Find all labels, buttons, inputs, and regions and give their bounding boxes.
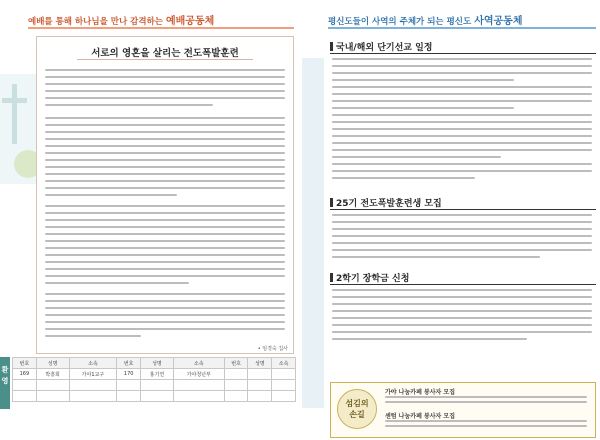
right-header-title: 사역공동체 (474, 16, 523, 27)
right-header-lead: 평신도들이 사역의 주체가 되는 평신도 (328, 17, 472, 27)
welcome-table (12, 357, 296, 402)
scholarship-body (332, 289, 592, 345)
welcome-cell: 169 (13, 369, 37, 380)
evangelism-section-title: 25기 전도폭발훈련생 모집 (330, 196, 442, 209)
welcome-cell: 홍기연 (141, 369, 174, 380)
welcome-cell: 가야1교구 (69, 369, 117, 380)
table-row (13, 391, 296, 402)
ministry-column (302, 0, 600, 440)
left-header (28, 12, 214, 27)
evangelism-body (332, 214, 592, 263)
gaya-cafe-title: 가야 나눔카페 봉사자 모집 (385, 389, 456, 396)
left-header-lead: 예배를 통해 하나님을 만나 감격하는 (28, 17, 164, 27)
welcome-cell: 박흥희 (36, 369, 69, 380)
mission-section-rule (330, 53, 596, 54)
welcome-cell (248, 369, 272, 380)
welcome-header-cell: 성명 (36, 358, 69, 369)
welcome-header-row (13, 358, 296, 369)
welcome-header-cell: 성명 (141, 358, 174, 369)
welcome-header-cell: 번호 (224, 358, 248, 369)
welcome-cell: 가야청년부 (173, 369, 224, 380)
table-row (13, 369, 296, 380)
welcome-header-cell: 번호 (117, 358, 141, 369)
sermon-box (36, 36, 294, 354)
welcome-cell (224, 369, 248, 380)
sermon-paragraph (45, 69, 285, 111)
table-row (13, 380, 296, 391)
welcome-header-cell: 성명 (248, 358, 272, 369)
gaya-cafe-details (385, 396, 587, 406)
centum-cafe-title: 센텀 나눔카페 봉사자 모집 (385, 413, 456, 420)
volunteer-promo (330, 382, 596, 438)
sermon-title-rule (77, 59, 253, 60)
welcome-label: 환영 (0, 357, 10, 409)
sermon-paragraph (45, 117, 285, 201)
mission-schedule-body (332, 58, 592, 184)
scholarship-section-rule (330, 284, 596, 285)
scholarship-section-title: 2학기 장학금 신청 (330, 271, 409, 284)
sermon-signature: • 임경숙 집사 (257, 346, 288, 352)
sermon-title: 서로의 영혼을 살리는 전도폭발훈련 (91, 48, 239, 59)
welcome-cell (272, 369, 296, 380)
left-header-rule (28, 27, 294, 29)
mission-section-title: 국내/해외 단기선교 일정 (330, 40, 433, 53)
right-header (328, 12, 523, 27)
left-header-title: 예배공동체 (165, 16, 215, 27)
right-header-rule (328, 27, 596, 29)
welcome-header-cell: 번호 (13, 358, 37, 369)
cross-decoration-icon (0, 74, 40, 184)
welcome-header-cell: 소속 (69, 358, 117, 369)
welcome-header-cell: 소속 (272, 358, 296, 369)
welcome-cell: 170 (117, 369, 141, 380)
sermon-paragraph (45, 293, 285, 342)
serving-hands-badge: 섬김의 손길 (337, 389, 377, 429)
centum-cafe-details (385, 420, 587, 430)
welcome-header-cell: 소속 (173, 358, 224, 369)
sermon-paragraph (45, 205, 285, 289)
evangelism-section-rule (330, 209, 596, 210)
